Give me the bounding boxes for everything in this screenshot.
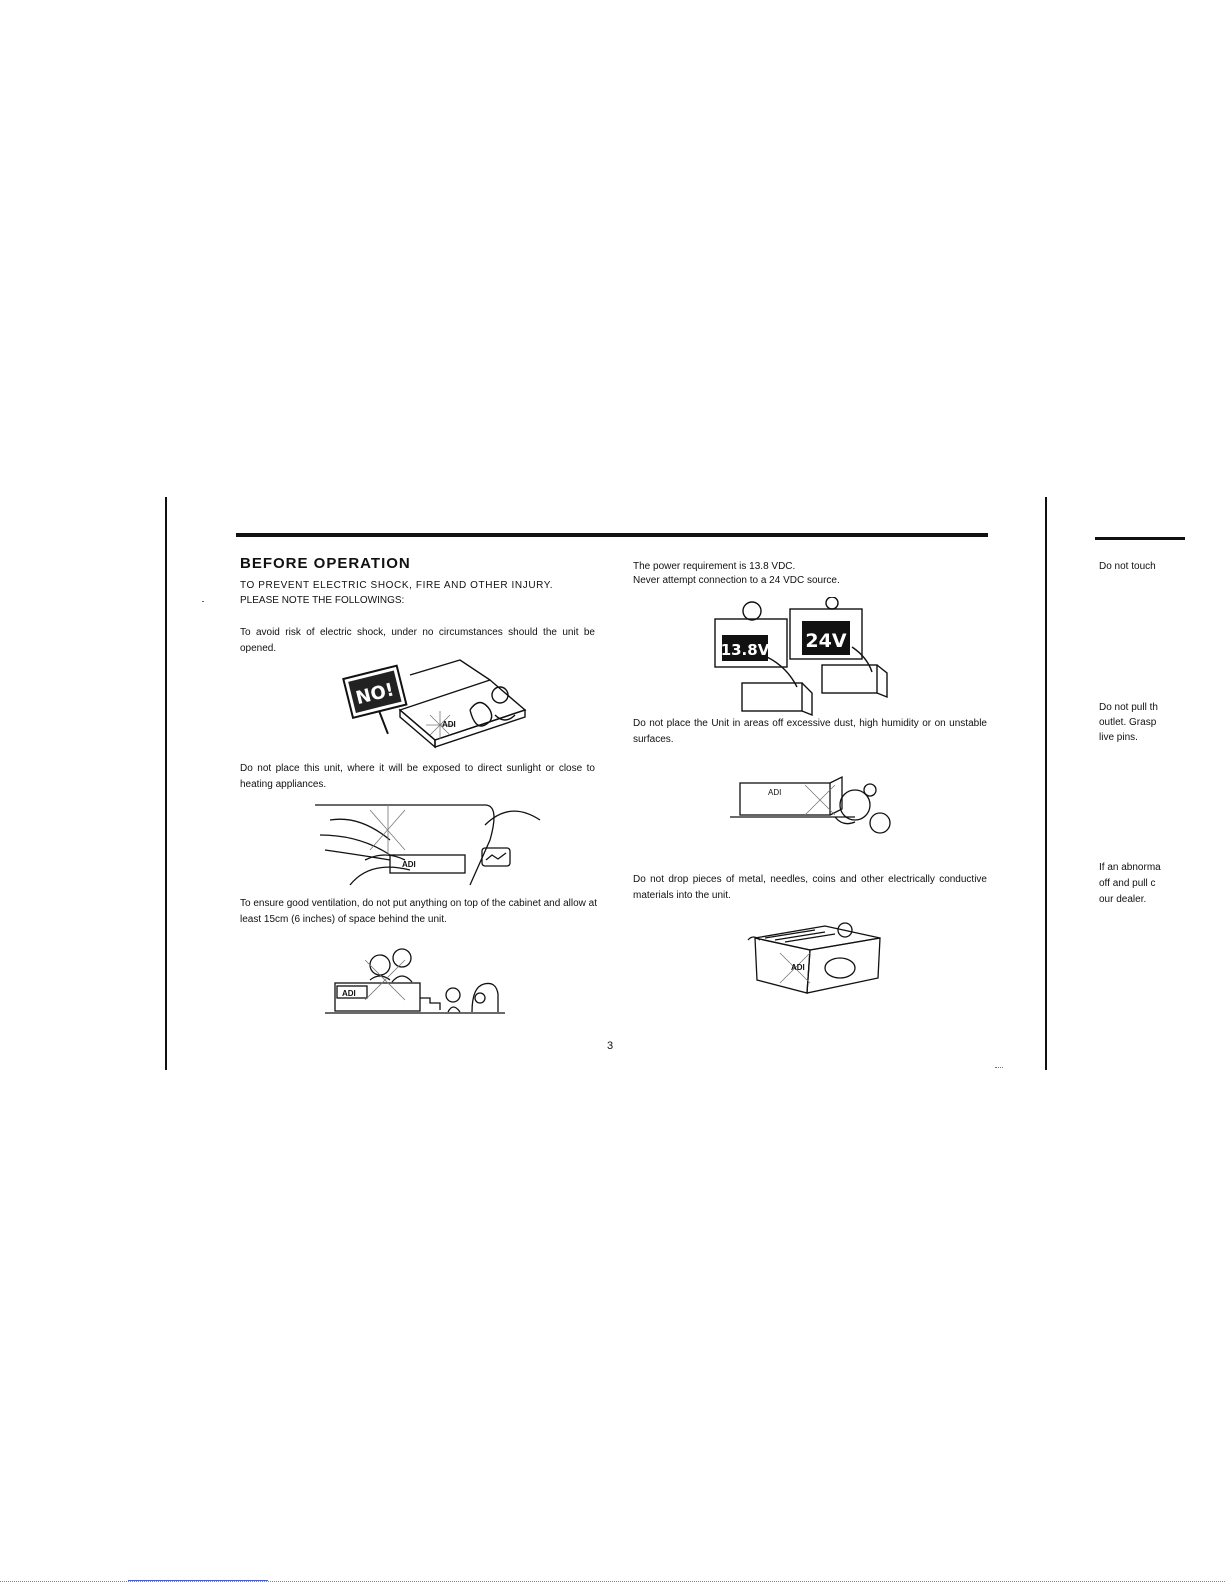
page-title: BEFORE OPERATION bbox=[240, 555, 411, 572]
left-page-border bbox=[165, 497, 167, 1070]
instruction-dust-humidity: Do not place the Unit in areas off excessive dust, high humidity or on unstable surfaces. bbox=[633, 718, 987, 745]
next-page-line-1: Do not touch bbox=[1099, 561, 1156, 572]
illustration-batteries bbox=[712, 597, 892, 729]
svg-text:13.8V: 13.8V bbox=[720, 641, 770, 659]
battery-icon bbox=[712, 597, 892, 729]
warning-line-2: PLEASE NOTE THE FOLLOWINGS: bbox=[240, 595, 405, 606]
page-number: 3 bbox=[607, 1040, 614, 1052]
warning-line-1: TO PREVENT ELECTRIC SHOCK, FIRE AND OTHER INJURY. bbox=[240, 580, 554, 591]
page-divider bbox=[1045, 497, 1047, 1070]
no-sign-icon bbox=[340, 655, 530, 750]
car-sunlight-icon bbox=[310, 800, 545, 890]
next-page-line-3a: If an abnorma bbox=[1099, 862, 1161, 873]
next-page-line-2b: outlet. Grasp bbox=[1099, 717, 1157, 728]
ventilation-unit-icon bbox=[320, 940, 510, 1015]
top-rule bbox=[236, 533, 988, 537]
svg-text:ADI: ADI bbox=[442, 720, 456, 729]
illustration-sunlight bbox=[310, 800, 545, 890]
instruction-conductive-materials: Do not drop pieces of metal, needles, coins and other electrically conductive materials into the unit. bbox=[633, 874, 987, 901]
next-page-line-2a: Do not pull th bbox=[1099, 702, 1158, 713]
svg-text:ADI: ADI bbox=[791, 963, 805, 972]
svg-text:24V: 24V bbox=[805, 630, 847, 652]
open-unit-icon bbox=[745, 918, 885, 996]
instruction-sunlight-heat: Do not place this unit, where it will be exposed to direct sunlight or close to heating appliances. bbox=[240, 763, 595, 790]
bottom-link-underline bbox=[128, 1580, 268, 1581]
svg-text:ADI: ADI bbox=[342, 989, 356, 998]
illustration-do-not-open bbox=[340, 655, 530, 750]
illustration-dust bbox=[730, 775, 905, 840]
next-page-top-rule bbox=[1095, 537, 1185, 540]
instruction-ventilation: To ensure good ventilation, do not put anything on top of the cabinet and allow at least 15cm (6 inches) of space behind the unit. bbox=[240, 898, 597, 925]
bottom-dotted-line bbox=[0, 1581, 1225, 1582]
next-page-line-3b: off and pull c bbox=[1099, 878, 1156, 889]
stray-mark bbox=[995, 1067, 1003, 1069]
power-requirement: The power requirement is 13.8 VDC. bbox=[633, 561, 796, 572]
next-page-line-2c: live pins. bbox=[1099, 732, 1138, 743]
stray-dot bbox=[202, 601, 204, 602]
svg-text:NO!: NO! bbox=[353, 679, 397, 710]
illustration-conductive bbox=[745, 918, 885, 996]
power-warning: Never attempt connection to a 24 VDC source. bbox=[633, 575, 840, 586]
dust-unit-icon bbox=[730, 775, 905, 840]
illustration-ventilation bbox=[320, 940, 510, 1015]
svg-text:ADI: ADI bbox=[402, 860, 416, 869]
instruction-do-not-open: To avoid risk of electric shock, under no circumstances should the unit be opened. bbox=[240, 627, 595, 654]
svg-text:ADI: ADI bbox=[768, 788, 782, 797]
next-page-line-3c: our dealer. bbox=[1099, 894, 1147, 905]
